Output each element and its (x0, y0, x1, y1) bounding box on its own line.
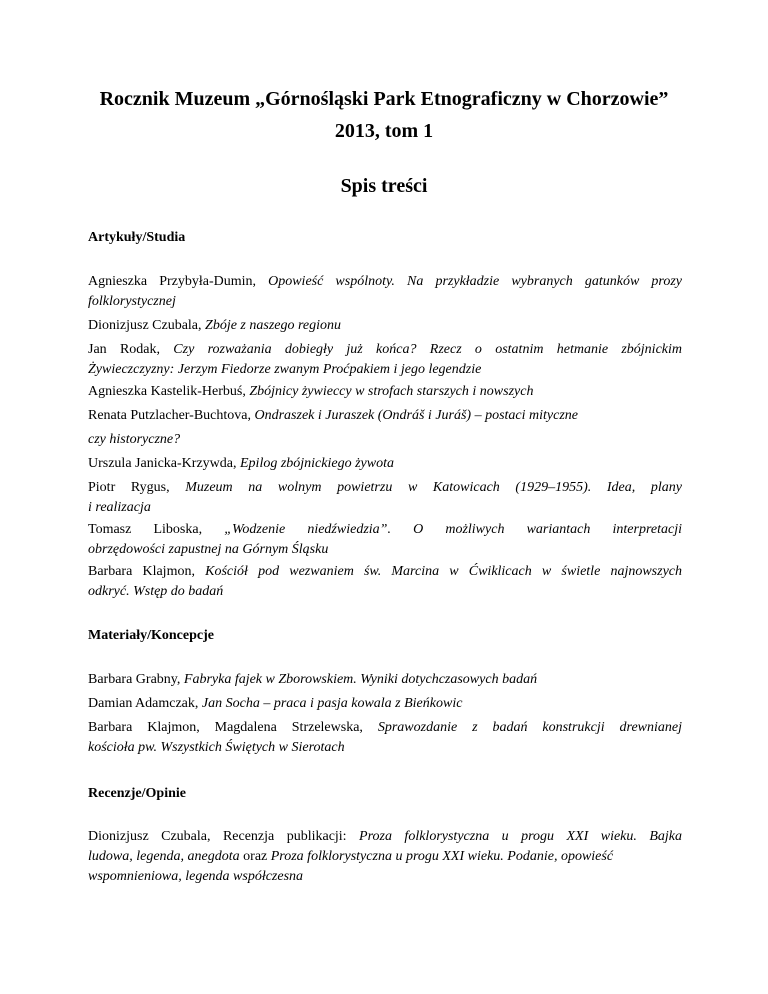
entry-author: Tomasz Liboska, (88, 522, 225, 537)
entry-title: „Wodzenie niedźwiedzia”. O możliwych wariantach interpretacji (224, 522, 682, 537)
toc-entry (88, 670, 682, 690)
entry-title: Zbójnicy żywieccy w strofach starszych i nowszych (249, 384, 534, 399)
entry-title: Sprawozdanie z badań konstrukcji drewnianej (377, 720, 682, 735)
toc-entry (88, 827, 682, 887)
toc-entry (88, 272, 682, 312)
entry-author: Urszula Janicka-Krzywda, (88, 456, 240, 471)
toc-entry (88, 718, 682, 758)
entry-title: Fabryka fajek w Zborowskiem. Wyniki dotychczasowych badań (183, 672, 538, 687)
toc-entry (88, 478, 682, 518)
section-heading-articles: Artykuły/Studia (88, 230, 186, 245)
entry-author: Damian Adamczak, (88, 696, 202, 711)
entry-title-cont: kościoła pw. Wszystkich Świętych w Sierotach (88, 740, 345, 755)
entry-title-cont: odkryć. Wstęp do badań (88, 584, 224, 599)
entry-author: Dionizjusz Czubala, (88, 318, 206, 333)
toc-entry (88, 382, 682, 402)
section-heading-materials: Materiały/Koncepcje (88, 628, 214, 643)
entry-author: Barbara Klajmon, (88, 564, 206, 579)
journal-title: Rocznik Muzeum „Górnośląski Park Etnograficzny w Chorzowie” (99, 88, 669, 110)
entry-title-cont: Żywieczczyzny: Jerzym Fiedorze zwanym Proćpakiem i jego legendzie (88, 362, 482, 377)
entry-title: Kościół pod wezwaniem św. Marcina w Ćwiklicach w świetle najnowszych (205, 564, 683, 579)
entry-author: Dionizjusz Czubala, Recenzja publikacji: (88, 829, 360, 844)
journal-issue: 2013, tom 1 (334, 120, 434, 142)
entry-title: Jan Socha – praca i pasja kowala z Bieńkowic (201, 696, 463, 711)
entry-author: Barbara Klajmon, Magdalena Strzelewska, (88, 720, 378, 735)
toc-entry (88, 454, 682, 474)
entry-title: ludowa, legenda, anegdota (88, 849, 240, 864)
toc-entry (88, 520, 682, 560)
entry-title: Ondraszek i Juraszek (Ondráš i Juráš) – postaci mityczne (254, 408, 579, 423)
entry-author: Barbara Grabny, (88, 672, 184, 687)
entry-title: Proza folklorystyczna u progu XXI wieku. Bajka (359, 829, 682, 844)
toc-title: Spis treści (340, 175, 428, 197)
entry-title-cont: obrzędowości zapustnej na Górnym Śląsku (88, 542, 329, 557)
entry-title: Czy rozważania dobiegły już końca? Rzecz o ostatnim hetmanie zbójnickim (173, 342, 682, 357)
entry-title-cont: folklorystycznej (88, 294, 176, 309)
entry-title: Opowieść wspólnoty. Na przykładzie wybranych gatunków prozy (268, 274, 682, 289)
entry-title: Muzeum na wolnym powietrzu w Katowicach (1929–1955). Idea, plany (185, 480, 682, 495)
entry-title-second-cont: wspomnieniowa, legenda współczesna (88, 869, 304, 884)
toc-entry (88, 316, 682, 336)
toc-entry (88, 406, 682, 450)
entry-author: Agnieszka Przybyła-Dumin, (88, 274, 269, 289)
entry-title-second: Proza folklorystyczna u progu XXI wieku. Podanie, opowieść (270, 849, 614, 864)
entry-connector: oraz (239, 849, 271, 864)
entry-author: Jan Rodak, (88, 342, 174, 357)
entry-title: Zbóje z naszego regionu (205, 318, 342, 333)
toc-entry (88, 340, 682, 380)
entry-title: Epilog zbójnickiego żywota (240, 456, 394, 471)
section-heading-reviews: Recenzje/Opinie (88, 786, 186, 801)
entry-title-cont: czy historyczne? (88, 432, 181, 447)
toc-entry (88, 562, 682, 602)
entry-author: Renata Putzlacher-Buchtova, (88, 408, 255, 423)
toc-entry (88, 694, 682, 714)
entry-author: Piotr Rygus, (88, 480, 186, 495)
entry-author: Agnieszka Kastelik-Herbuś, (88, 384, 250, 399)
entry-title-cont: i realizacja (88, 500, 151, 515)
